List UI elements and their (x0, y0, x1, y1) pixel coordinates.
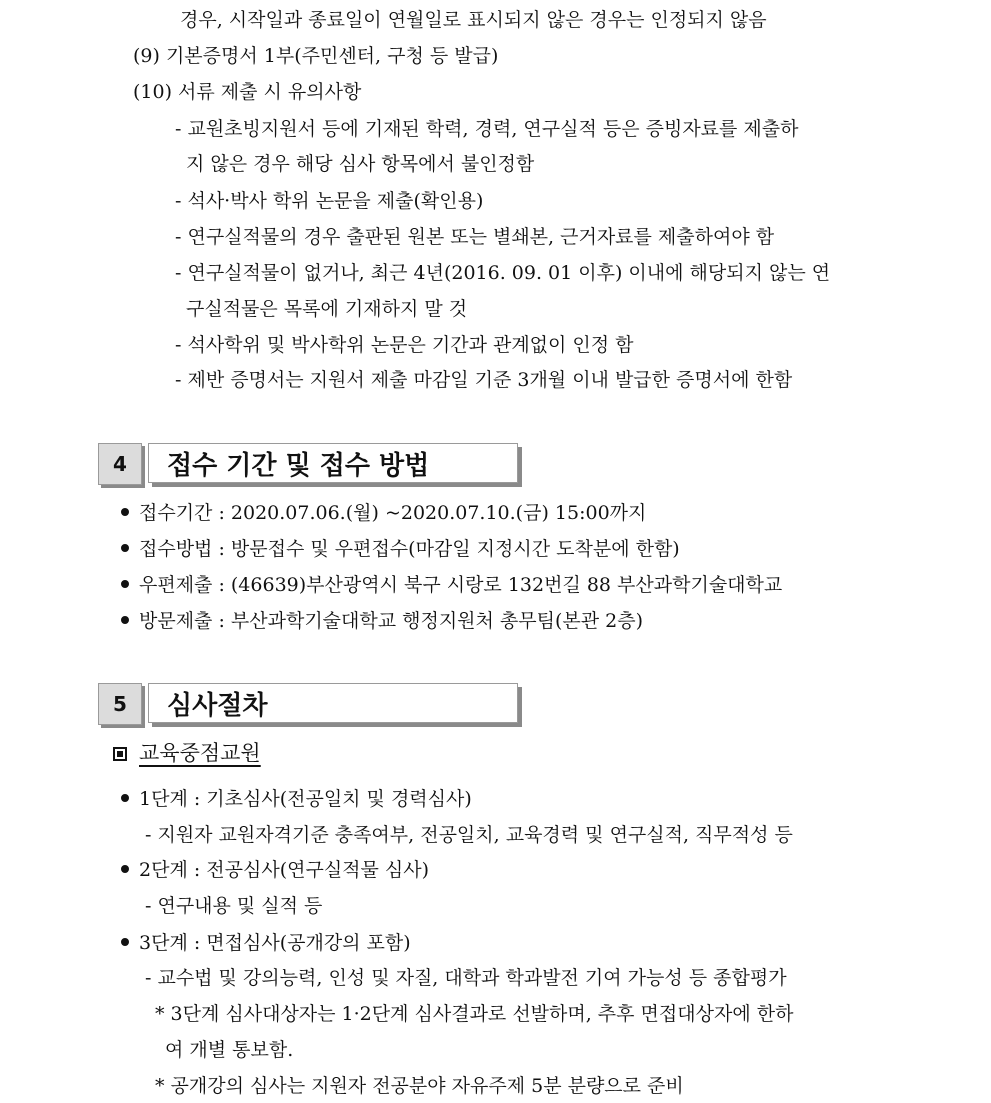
bullet-item (121, 536, 680, 562)
note-line: - 석사·박사 학위 논문을 제출(확인용) (175, 190, 484, 212)
subsection-title (113, 739, 261, 767)
subsection-text: 교육중점교원 (139, 741, 261, 765)
note-line: * 3단계 심사대상자는 1·2단계 심사결과로 선발하며, 추후 면접대상자에 한하 (155, 1003, 794, 1025)
section-title: 접수 기간 및 접수 방법 (148, 443, 518, 483)
note-line: 지 않은 경우 해당 심사 항목에서 불인정함 (186, 153, 535, 175)
bullet-item (121, 572, 782, 598)
bullet-item (121, 500, 646, 526)
step-item (121, 786, 472, 812)
section-number: 4 (98, 443, 142, 485)
note-line: 여 개별 통보함. (165, 1039, 294, 1061)
note-line: - 연구실적물이 없거나, 최근 4년(2016. 09. 01 이후) 이내에 해당되지 않는 연 (175, 262, 831, 284)
bullet-text: 방문제출 : 부산과학기술대학교 행정지원처 총무팀(본관 2층) (139, 610, 644, 632)
section-title: 심사절차 (148, 683, 518, 723)
bullet-icon (121, 544, 129, 552)
step-text: 2단계 : 전공심사(연구실적물 심사) (139, 859, 430, 881)
bullet-icon (121, 938, 129, 946)
list-item: (9) 기본증명서 1부(주민센터, 구청 등 발급) (133, 45, 499, 67)
bullet-text: 우편제출 : (46639)부산광역시 북구 시랑로 132번길 88 부산과학기술대학교 (139, 574, 783, 596)
bullet-item (121, 608, 643, 634)
step-detail: - 교수법 및 강의능력, 인성 및 자질, 대학과 학과발전 기여 가능성 등 종합평가 (145, 967, 787, 989)
step-item (121, 857, 429, 883)
step-text: 3단계 : 면접심사(공개강의 포함) (139, 932, 411, 954)
note-line: - 교원초빙지원서 등에 기재된 학력, 경력, 연구실적 등은 증빙자료를 제출하 (175, 118, 799, 140)
step-detail: - 연구내용 및 실적 등 (145, 895, 323, 917)
bullet-icon (121, 865, 129, 873)
step-item (121, 930, 411, 956)
list-item: (10) 서류 제출 시 유의사항 (133, 81, 362, 103)
note-line: - 연구실적물의 경우 출판된 원본 또는 별쇄본, 근거자료를 제출하여야 함 (175, 226, 775, 248)
note-line: - 석사학위 및 박사학위 논문은 기간과 관계없이 인정 함 (175, 334, 634, 356)
bullet-icon (121, 580, 129, 588)
note-line: * 공개강의 심사는 지원자 전공분야 자유주제 5분 분량으로 준비 (155, 1075, 684, 1097)
bullet-text: 접수방법 : 방문접수 및 우편접수(마감일 지정시간 도착분에 한함) (139, 538, 680, 560)
bullet-icon (121, 794, 129, 802)
section-number: 5 (98, 683, 142, 725)
bullet-icon (121, 508, 129, 516)
note-line: - 제반 증명서는 지원서 제출 마감일 기준 3개월 이내 발급한 증명서에 한함 (175, 369, 793, 391)
step-detail: - 지원자 교원자격기준 충족여부, 전공일치, 교육경력 및 연구실적, 직무적성 등 (145, 824, 793, 846)
text-line: 경우, 시작일과 종료일이 연월일로 표시되지 않은 경우는 인정되지 않음 (180, 9, 767, 31)
note-line: 구실적물은 목록에 기재하지 말 것 (186, 298, 468, 320)
bullet-icon (121, 616, 129, 624)
step-text: 1단계 : 기초심사(전공일치 및 경력심사) (139, 788, 472, 810)
bullet-text: 접수기간 : 2020.07.06.(월) ~2020.07.10.(금) 15:00까지 (139, 502, 647, 524)
square-bullet-icon (113, 747, 127, 761)
